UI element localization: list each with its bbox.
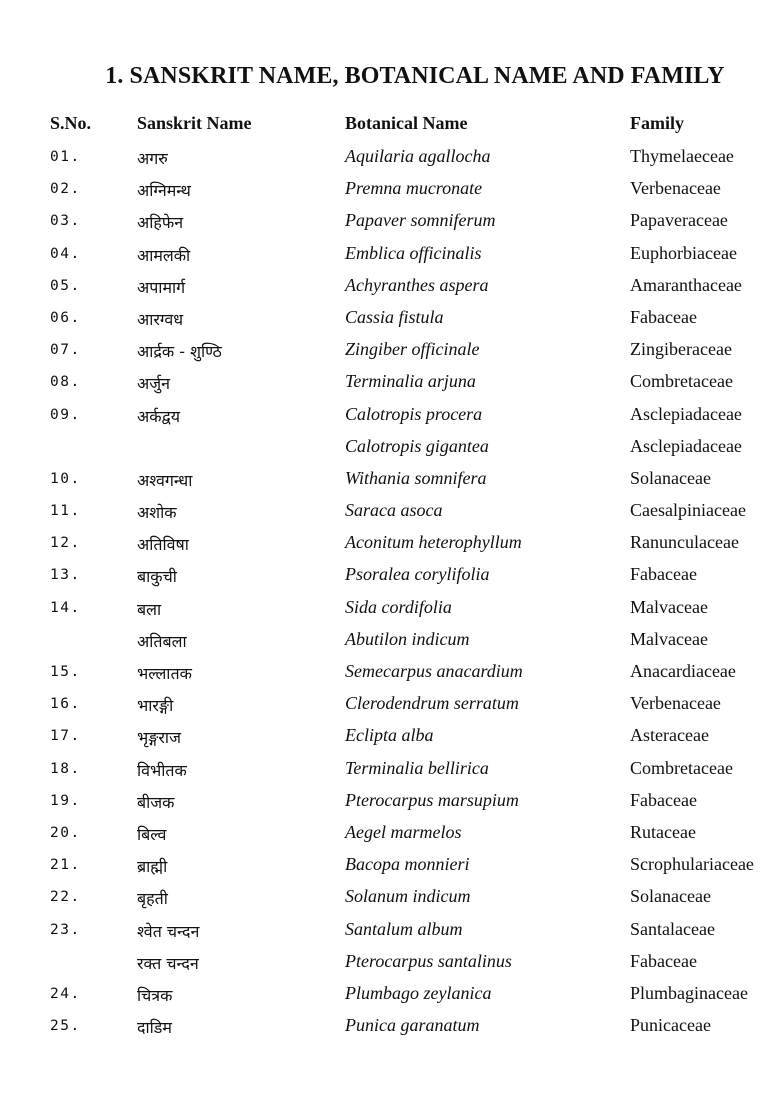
row-serial-number: 07. bbox=[50, 342, 81, 359]
row-serial-number: 21. bbox=[50, 857, 81, 874]
row-botanical-name: Cassia fistula bbox=[345, 306, 444, 327]
row-sanskrit-name: अगरु bbox=[137, 149, 168, 168]
row-family: Zingiberaceae bbox=[630, 339, 732, 360]
row-family: Caesalpiniaceae bbox=[630, 500, 746, 521]
row-family: Solanaceae bbox=[630, 886, 711, 907]
row-serial-number: 06. bbox=[50, 309, 81, 326]
table-row bbox=[0, 271, 780, 303]
row-serial-number: 20. bbox=[50, 824, 81, 841]
row-serial-number: 05. bbox=[50, 277, 81, 294]
page-title: 1. SANSKRIT NAME, BOTANICAL NAME AND FAMILY bbox=[105, 63, 725, 89]
row-serial-number: 23. bbox=[50, 921, 81, 938]
row-sanskrit-name: भारङ्गी bbox=[137, 696, 174, 716]
row-sanskrit-name: अतिबला bbox=[137, 631, 187, 651]
table-row bbox=[0, 721, 780, 753]
row-sanskrit-name: चित्रक bbox=[137, 985, 173, 1005]
row-serial-number: 11. bbox=[50, 503, 81, 520]
table-row bbox=[0, 1011, 780, 1043]
table-header bbox=[0, 113, 780, 139]
row-family: Punicaceae bbox=[630, 1015, 711, 1036]
table-row bbox=[0, 560, 780, 592]
row-botanical-name: Withania somnifera bbox=[345, 467, 487, 488]
row-botanical-name: Aconitum heterophyllum bbox=[345, 532, 522, 553]
row-sanskrit-name: बाकुची bbox=[137, 567, 177, 587]
row-botanical-name: Punica garanatum bbox=[345, 1015, 480, 1036]
table-row bbox=[0, 915, 780, 947]
row-botanical-name: Pterocarpus marsupium bbox=[345, 789, 519, 810]
row-sanskrit-name: आर्द्रक - शुण्ठि bbox=[137, 342, 222, 362]
row-sanskrit-name: बिल्व bbox=[137, 824, 167, 844]
table-row bbox=[0, 496, 780, 528]
row-sanskrit-name: दाडिम bbox=[137, 1018, 172, 1038]
row-sanskrit-name: अग्निमन्थ bbox=[137, 181, 191, 201]
row-botanical-name: Aquilaria agallocha bbox=[345, 146, 491, 166]
row-botanical-name: Plumbago zeylanica bbox=[345, 982, 492, 1003]
row-botanical-name: Santalum album bbox=[345, 918, 463, 939]
row-serial-number: 03. bbox=[50, 213, 81, 230]
row-serial-number: 19. bbox=[50, 792, 81, 809]
row-family: Papaveraceae bbox=[630, 210, 728, 231]
row-sanskrit-name: आमलकी bbox=[137, 245, 191, 265]
row-sanskrit-name: भृङ्गराज bbox=[137, 728, 181, 748]
table-row bbox=[0, 625, 780, 657]
row-serial-number: 02. bbox=[50, 181, 81, 198]
row-family: Verbenaceae bbox=[630, 178, 721, 199]
row-botanical-name: Calotropis gigantea bbox=[345, 435, 489, 456]
header-sanskrit-name: Sanskrit Name bbox=[137, 113, 252, 133]
row-botanical-name: Pterocarpus santalinus bbox=[345, 950, 512, 971]
table-row bbox=[0, 367, 780, 399]
table-row bbox=[0, 593, 780, 625]
table-row bbox=[0, 882, 780, 914]
row-family: Euphorbiaceae bbox=[630, 242, 737, 263]
table-row bbox=[0, 335, 780, 367]
table-row bbox=[0, 786, 780, 818]
table-row bbox=[0, 142, 780, 174]
row-serial-number: 17. bbox=[50, 728, 81, 745]
row-family: Thymelaeceae bbox=[630, 146, 734, 166]
row-botanical-name: Saraca asoca bbox=[345, 500, 443, 521]
row-botanical-name: Zingiber officinale bbox=[345, 339, 480, 360]
row-sanskrit-name: अर्कद्वय bbox=[137, 406, 180, 426]
row-serial-number: 18. bbox=[50, 760, 81, 777]
row-family: Asclepiadaceae bbox=[630, 403, 742, 424]
row-serial-number: 09. bbox=[50, 406, 81, 423]
row-sanskrit-name: विभीतक bbox=[137, 760, 187, 780]
table-row bbox=[0, 464, 780, 496]
table-row bbox=[0, 979, 780, 1011]
row-serial-number: 04. bbox=[50, 245, 81, 262]
row-serial-number: 22. bbox=[50, 889, 81, 906]
row-botanical-name: Terminalia bellirica bbox=[345, 757, 489, 778]
table-row bbox=[0, 754, 780, 786]
row-sanskrit-name: अश्वगन्धा bbox=[137, 470, 193, 490]
table-row bbox=[0, 947, 780, 979]
row-sanskrit-name: बृहती bbox=[137, 889, 168, 909]
header-sno: S.No. bbox=[50, 113, 92, 133]
row-sanskrit-name: अर्जुन bbox=[137, 374, 170, 394]
row-botanical-name: Premna mucronate bbox=[345, 178, 483, 199]
row-family: Asclepiadaceae bbox=[630, 435, 742, 456]
row-sanskrit-name: भल्लातक bbox=[137, 664, 192, 683]
header-botanical-name: Botanical Name bbox=[345, 113, 468, 133]
row-family: Rutaceae bbox=[630, 821, 696, 842]
row-family: Amaranthaceae bbox=[630, 274, 742, 295]
row-serial-number: 16. bbox=[50, 696, 81, 713]
row-botanical-name: Eclipta alba bbox=[345, 725, 434, 746]
table-row bbox=[0, 850, 780, 882]
row-botanical-name: Psoralea corylifolia bbox=[345, 564, 490, 585]
row-serial-number: 25. bbox=[50, 1018, 81, 1035]
row-botanical-name: Semecarpus anacardium bbox=[345, 661, 523, 681]
row-sanskrit-name: अशोक bbox=[137, 503, 177, 523]
row-serial-number: 10. bbox=[50, 470, 81, 487]
row-sanskrit-name: आरग्वध bbox=[137, 309, 184, 329]
row-botanical-name: Terminalia arjuna bbox=[345, 371, 476, 392]
row-sanskrit-name: बीजक bbox=[137, 792, 175, 812]
row-botanical-name: Clerodendrum serratum bbox=[345, 693, 519, 714]
row-botanical-name: Solanum indicum bbox=[345, 886, 471, 907]
row-family: Combretaceae bbox=[630, 371, 733, 392]
table-row bbox=[0, 818, 780, 850]
table-row bbox=[0, 432, 780, 464]
row-botanical-name: Papaver somniferum bbox=[345, 210, 496, 231]
row-family: Ranunculaceae bbox=[630, 532, 739, 553]
row-serial-number: 15. bbox=[50, 664, 81, 680]
row-family: Plumbaginaceae bbox=[630, 982, 748, 1003]
row-botanical-name: Abutilon indicum bbox=[345, 628, 470, 649]
table-row bbox=[0, 206, 780, 238]
row-serial-number: 24. bbox=[50, 985, 81, 1002]
table-row bbox=[0, 239, 780, 271]
row-sanskrit-name: बला bbox=[137, 599, 162, 619]
table-row bbox=[0, 174, 780, 206]
row-serial-number: 12. bbox=[50, 535, 81, 552]
plant-table bbox=[0, 142, 780, 1043]
row-serial-number: 01. bbox=[50, 149, 81, 165]
row-family: Fabaceae bbox=[630, 950, 697, 971]
row-family: Solanaceae bbox=[630, 467, 711, 488]
row-serial-number: 08. bbox=[50, 374, 81, 391]
row-sanskrit-name: अहिफेन bbox=[137, 213, 184, 233]
row-serial-number: 13. bbox=[50, 567, 81, 584]
table-row bbox=[0, 657, 780, 689]
row-family: Combretaceae bbox=[630, 757, 733, 778]
row-sanskrit-name: ब्राह्मी bbox=[137, 857, 168, 877]
row-botanical-name: Emblica officinalis bbox=[345, 242, 482, 263]
table-row bbox=[0, 303, 780, 335]
row-botanical-name: Achyranthes aspera bbox=[345, 274, 489, 295]
row-family: Malvaceae bbox=[630, 628, 708, 649]
row-family: Fabaceae bbox=[630, 564, 697, 585]
header-family: Family bbox=[630, 113, 684, 133]
row-botanical-name: Calotropis procera bbox=[345, 403, 483, 424]
row-family: Malvaceae bbox=[630, 596, 708, 617]
row-family: Anacardiaceae bbox=[630, 661, 736, 681]
row-family: Verbenaceae bbox=[630, 693, 721, 714]
row-sanskrit-name: अतिविषा bbox=[137, 535, 189, 555]
row-family: Fabaceae bbox=[630, 306, 697, 327]
row-family: Fabaceae bbox=[630, 789, 697, 810]
row-botanical-name: Aegel marmelos bbox=[345, 821, 462, 842]
row-family: Asteraceae bbox=[630, 725, 709, 746]
row-sanskrit-name: श्वेत चन्दन bbox=[137, 921, 200, 941]
row-family: Scrophulariaceae bbox=[630, 854, 754, 875]
table-row bbox=[0, 528, 780, 560]
table-row bbox=[0, 689, 780, 721]
row-botanical-name: Sida cordifolia bbox=[345, 596, 452, 617]
row-serial-number: 14. bbox=[50, 599, 81, 616]
table-row bbox=[0, 400, 780, 432]
row-sanskrit-name: रक्त चन्दन bbox=[137, 953, 199, 973]
row-family: Santalaceae bbox=[630, 918, 715, 939]
row-botanical-name: Bacopa monnieri bbox=[345, 854, 470, 875]
row-sanskrit-name: अपामार्ग bbox=[137, 277, 186, 297]
